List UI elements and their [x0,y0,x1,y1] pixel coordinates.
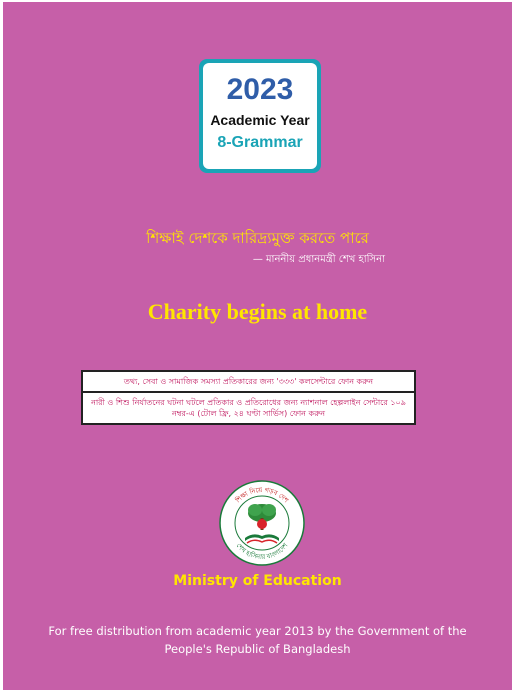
red-sun-icon [257,519,267,529]
badge-year: 2023 [226,73,294,106]
book-cover [3,2,512,690]
distribution-note: For free distribution from academic year 2013 by the Government of the People's Republic of Bangladesh [48,624,467,656]
ministry-logo [219,480,305,566]
notice-line-333: তথ্য, সেবা ও সামাজিক সমস্যা প্রতিকারের জন্য '৩৩৩' কলসেন্টারে ফোন করুন [83,372,414,393]
notice-line-109: নারী ও শিশু নির্যাতনের ঘটনা ঘটলে প্রতিকার ও প্রতিরোধের জন্য ন্যাশনাল হেল্পলাইন সেন্টারে ১০৯ নম্বর-এ (টোল ফ্রি, ২৪ ঘণ্টা সার্ভিস) ফোন করুন [91,398,406,418]
badge-subject: 8-Grammar [217,134,303,151]
ministry-logo-emblem [219,480,305,566]
quote-attribution: — মাননীয় প্রধানমন্ত্রী শেখ হাসিনা [252,254,385,265]
motto: Charity begins at home [147,299,368,324]
badge-academic-year: Academic Year [210,112,310,128]
helpline-notice [81,370,416,425]
grade-badge [199,59,321,173]
grade-badge-inner [203,63,317,169]
logo-top-text: শিক্ষা নিয়ে গড়ব দেশ [234,485,291,505]
quote-text: শিক্ষাই দেশকে দারিদ্র্যমুক্ত করতে পারে [146,229,369,247]
logo-bottom-text: শেখ হাসিনার বাংলাদেশ [234,541,290,562]
ministry-name: Ministry of Education [173,573,342,589]
